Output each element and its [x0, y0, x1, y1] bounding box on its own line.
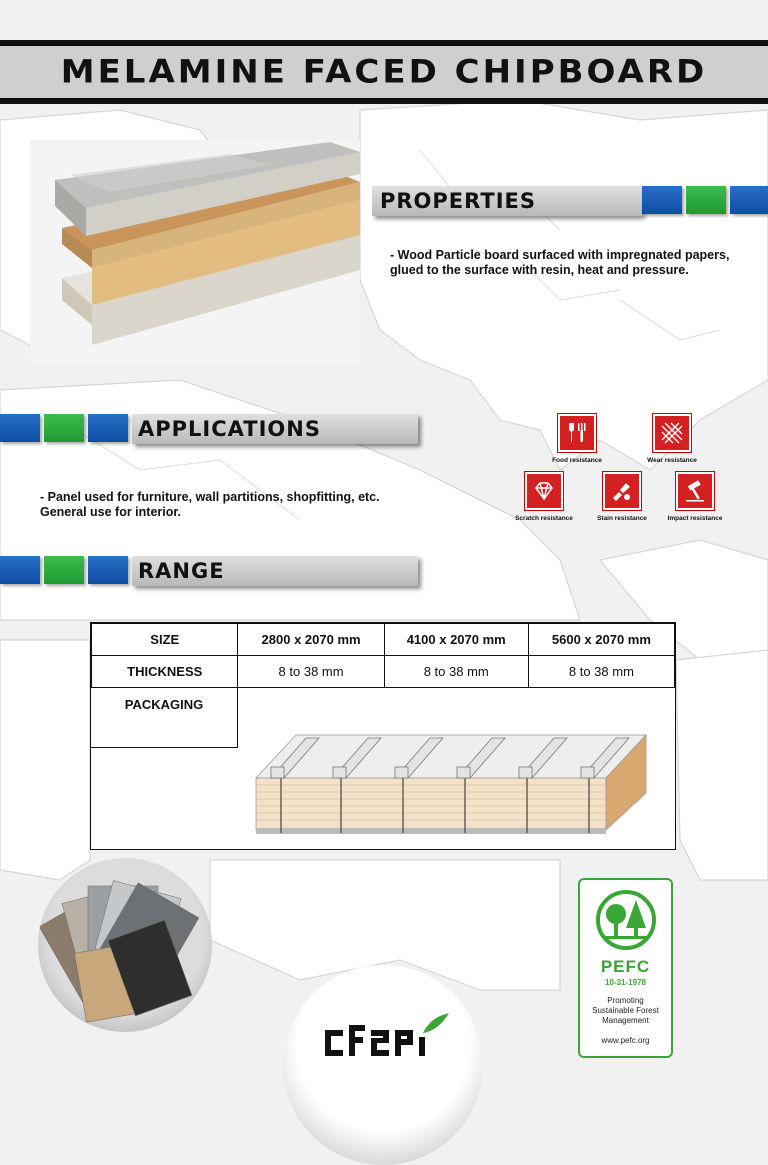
pefc-line: Management	[602, 1016, 649, 1025]
decor-swatches-image	[38, 858, 212, 1032]
hammer-icon	[676, 472, 714, 510]
cf2p-logo	[283, 965, 483, 1085]
resistance-label: Impact resistance	[667, 515, 723, 522]
chipboard-photo	[30, 140, 360, 365]
table-row	[92, 656, 675, 688]
thickness-cell: 8 to 38 mm	[528, 656, 674, 688]
blue-square	[0, 414, 40, 442]
resistance-label: Scratch resistance	[515, 515, 573, 522]
page-title: MELAMINE FACED CHIPBOARD	[60, 53, 708, 91]
applications-heading-label: APPLICATIONS	[138, 417, 321, 441]
resistance-impact	[645, 472, 745, 522]
blue-square	[642, 186, 682, 214]
green-square	[686, 186, 726, 214]
pefc-url: www.pefc.org	[601, 1036, 650, 1045]
properties-heading-label: PROPERTIES	[380, 189, 536, 213]
range-grid	[91, 623, 675, 688]
packaging-crate-image	[251, 723, 651, 841]
thickness-cell: 8 to 38 mm	[238, 656, 384, 688]
wear-icon	[653, 414, 691, 452]
stain-icon	[603, 472, 641, 510]
resistance-food	[527, 414, 627, 464]
range-table	[90, 622, 676, 850]
green-square	[44, 556, 84, 584]
company-logo-badge	[283, 965, 483, 1165]
size-header: SIZE	[92, 624, 238, 656]
table-row	[92, 624, 675, 656]
range-heading-label: RANGE	[138, 559, 225, 583]
green-square	[44, 414, 84, 442]
size-cell: 4100 x 2070 mm	[384, 624, 528, 656]
resistance-label: Stain resistance	[597, 515, 647, 522]
pefc-line: Promoting	[607, 996, 644, 1005]
blue-square	[88, 556, 128, 584]
applications-heading	[132, 414, 418, 444]
packaging-label: PACKAGING	[91, 685, 238, 748]
pefc-line: Sustainable Forest	[592, 1006, 659, 1015]
pefc-name: PEFC	[600, 957, 651, 976]
blue-square	[88, 414, 128, 442]
pefc-description	[580, 996, 671, 1026]
blue-square	[730, 186, 768, 214]
size-cell: 5600 x 2070 mm	[528, 624, 674, 656]
food-icon	[558, 414, 596, 452]
applications-text: - Panel used for furniture, wall partitions, shopfitting, etc. General use for interior.	[40, 490, 380, 519]
pefc-code: 10-31-1978	[605, 978, 646, 987]
title-banner	[0, 40, 768, 104]
blue-square	[0, 556, 40, 584]
resistance-label: Food resistance	[552, 457, 602, 464]
resistance-label: Wear resistance	[647, 457, 697, 464]
pefc-certification-badge	[578, 878, 673, 1058]
thickness-cell: 8 to 38 mm	[384, 656, 528, 688]
thickness-header: THICKNESS	[92, 656, 238, 688]
size-cell: 2800 x 2070 mm	[238, 624, 384, 656]
properties-heading	[372, 186, 642, 216]
diamond-icon	[525, 472, 563, 510]
pefc-tree-icon	[594, 888, 658, 950]
properties-text: - Wood Particle board surfaced with impregnated papers, glued to the surface with resin, heat and pressure.	[390, 248, 730, 277]
resistance-wear	[622, 414, 722, 464]
range-heading	[132, 556, 418, 586]
